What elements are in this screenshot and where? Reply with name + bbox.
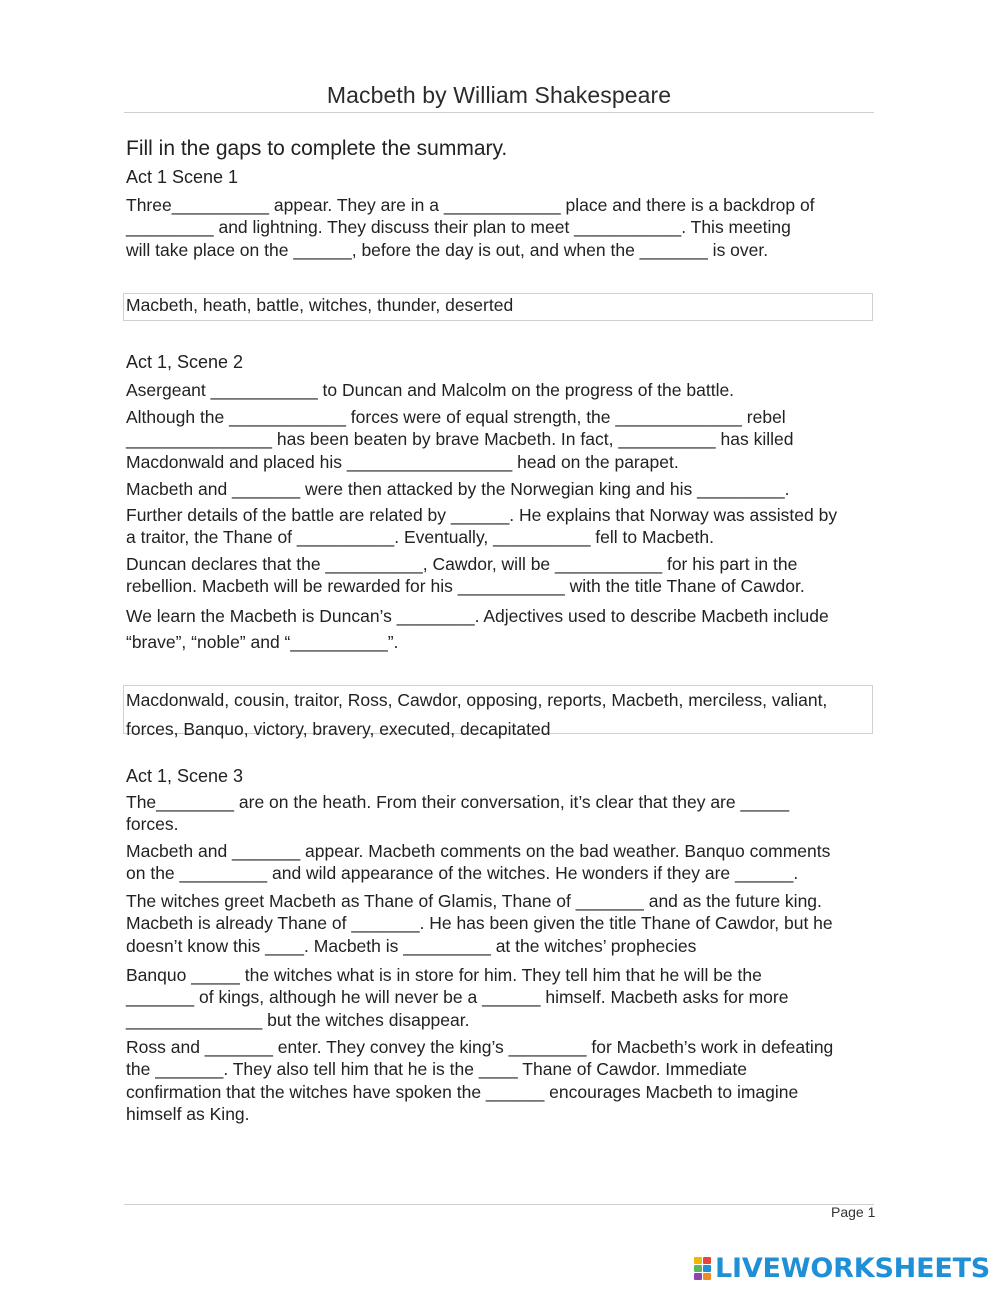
scene2-paragraph-5 [126, 553, 886, 598]
scene3-paragraph-2 [126, 840, 886, 885]
scene1-heading: Act 1 Scene 1 [126, 167, 239, 187]
title-divider [124, 112, 874, 113]
text-line: will take place on the ______, before the day is out, and when the _______ is over. [126, 239, 769, 260]
liveworksheets-logo-icon [694, 1257, 712, 1281]
scene3-heading: Act 1, Scene 3 [126, 766, 244, 786]
text-line: Although the ____________ forces were of equal strength, the _____________ rebel [126, 407, 786, 427]
text-line: Further details of the battle are related by ______. He explains that Norway was assisted by [126, 505, 838, 525]
text-line: Macbeth and _______ were then attacked by the Norwegian king and his _________. [126, 479, 790, 499]
text-line: Macbeth and _______ appear. Macbeth comments on the bad weather. Banquo comments [126, 841, 831, 861]
scene2-word-bank [123, 685, 873, 739]
text-line: Ross and _______ enter. They convey the king’s ________ for Macbeth’s work in defeating [126, 1037, 834, 1057]
scene3-paragraph-5 [126, 1036, 886, 1126]
text-line: We learn the Macbeth is Duncan’s ________. Adjectives used to describe Macbeth include [126, 606, 829, 626]
text-line: Macdonwald and placed his _________________ head on the parapet. [126, 451, 679, 472]
brand-name: LIVEWORKSHEETS [715, 1253, 991, 1284]
liveworksheets-brand[interactable] [694, 1254, 990, 1284]
scene3-paragraph-4 [126, 964, 886, 1031]
text-line: _________ and lightning. They discuss their plan to meet ___________. This meeting [126, 217, 791, 238]
text-line: confirmation that the witches have spoken the ______ encourages Macbeth to imagine [126, 1081, 799, 1102]
word-bank-line: forces, Banquo, victory, bravery, executed, decapitated [126, 719, 551, 739]
text-line: The________ are on the heath. From their conversation, it’s clear that they are _____ [126, 792, 790, 812]
instruction-text: Fill in the gaps to complete the summary. [126, 137, 508, 160]
text-line: _______ of kings, although he will never be a ______ himself. Macbeth asks for more [126, 987, 789, 1008]
scene2-heading: Act 1, Scene 2 [126, 352, 244, 372]
text-line: doesn’t know this ____. Macbeth is _________ at the witches’ prophecies [126, 935, 697, 956]
scene2-paragraph-1 [126, 379, 886, 401]
text-line: forces. [126, 814, 179, 835]
text-line: _______________ has been beaten by brave Macbeth. In fact, __________ has killed [126, 429, 794, 450]
text-line: rebellion. Macbeth will be rewarded for his ___________ with the title Thane of Cawdor. [126, 576, 805, 597]
scene2-paragraph-2 [126, 406, 886, 473]
text-line: Macbeth is already Thane of _______. He has been given the title Thane of Cawdor, but he [126, 913, 833, 934]
scene3-paragraph-3 [126, 890, 886, 957]
text-line: Banquo _____ the witches what is in store for him. They tell him that he will be the [126, 965, 762, 985]
text-line: The witches greet Macbeth as Thane of Glamis, Thane of _______ and as the future king. [126, 891, 822, 911]
text-line: the _______. They also tell him that he is the ____ Thane of Cawdor. Immediate [126, 1059, 747, 1080]
word-bank-line: Macdonwald, cousin, traitor, Ross, Cawdor, opposing, reports, Macbeth, merciless, valiant, [126, 690, 828, 710]
scene2-paragraph-4 [126, 504, 886, 549]
word-bank-line: Macbeth, heath, battle, witches, thunder, deserted [126, 295, 514, 315]
text-line: a traitor, the Thane of __________. Eventually, __________ fell to Macbeth. [126, 527, 714, 548]
scene3-paragraph-1 [126, 791, 886, 836]
scene2-paragraph-6 [126, 603, 886, 655]
text-line: Asergeant ___________ to Duncan and Malcolm on the progress of the battle. [126, 380, 735, 400]
page-title: Macbeth by William Shakespeare [326, 82, 672, 108]
scene1-paragraph [126, 194, 886, 261]
text-line: Three__________ appear. They are in a ____________ place and there is a backdrop of [126, 195, 815, 215]
text-line: ______________ but the witches disappear. [126, 1009, 470, 1030]
footer-divider [124, 1204, 874, 1205]
scene1-word-bank [123, 293, 873, 321]
text-line: Duncan declares that the __________, Cawdor, will be ___________ for his part in the [126, 554, 798, 574]
text-line: on the _________ and wild appearance of the witches. He wonders if they are ______. [126, 863, 799, 884]
text-line: “brave”, “noble” and “__________”. [126, 632, 399, 652]
page-number: Page 1 [831, 1204, 876, 1220]
scene2-paragraph-3 [126, 478, 886, 500]
text-line: himself as King. [126, 1104, 250, 1125]
